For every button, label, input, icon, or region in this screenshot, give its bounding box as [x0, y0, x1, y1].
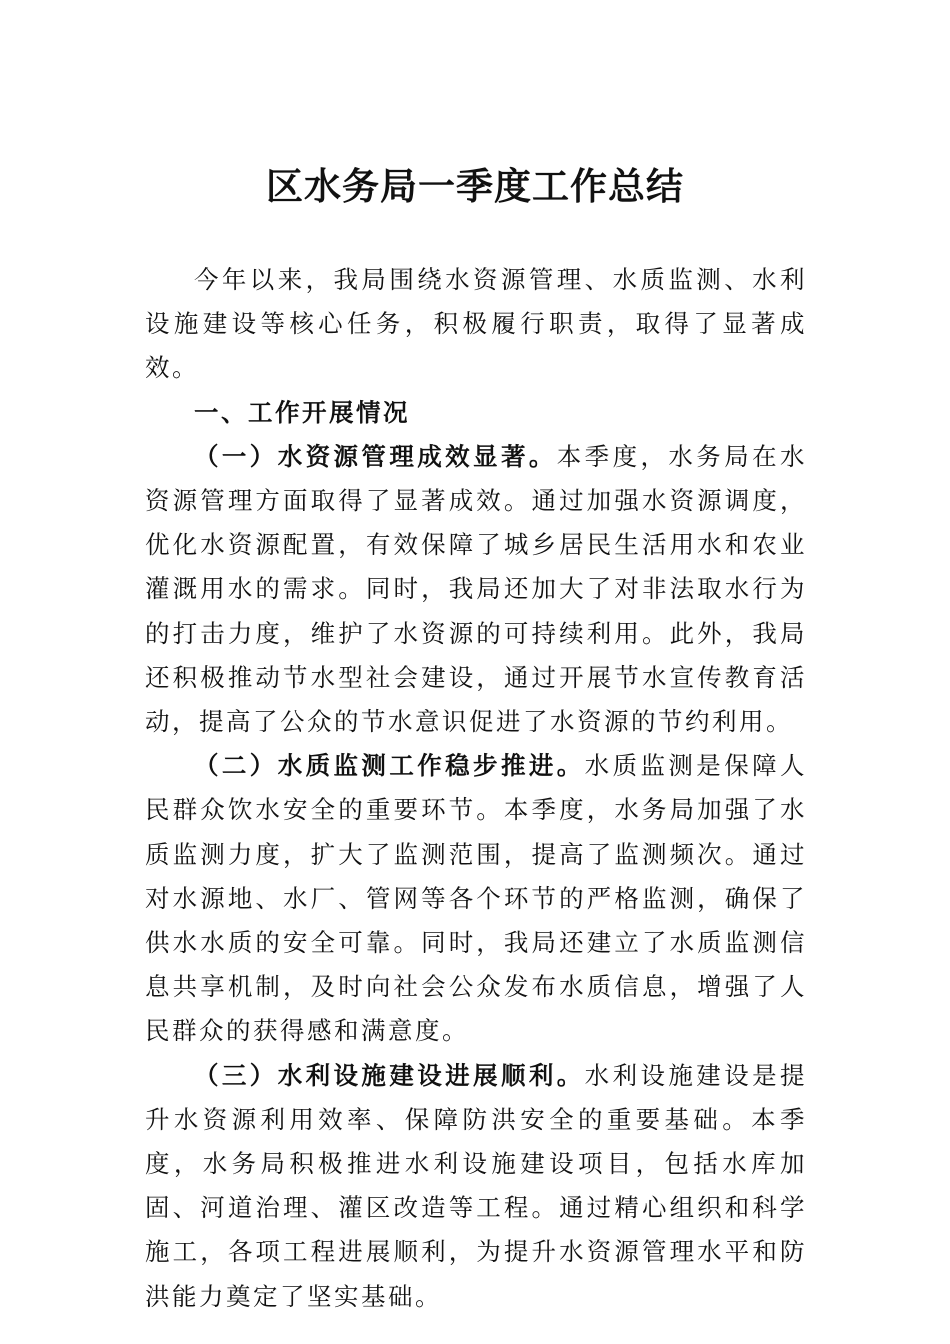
item-lead: （二）水质监测工作稳步推进。	[194, 751, 585, 781]
intro-paragraph: 今年以来，我局围绕水资源管理、水质监测、水利设施建设等核心任务，积极履行职责，取得了显著成效。	[145, 265, 807, 383]
item-paragraph-3	[145, 1054, 807, 1319]
section-heading: 一、工作开展情况	[194, 397, 410, 427]
item-lead: （三）水利设施建设进展顺利。	[194, 1060, 585, 1090]
item-text: 本季度，水务局在水资源管理方面取得了显著成效。通过加强水资源调度，优化水资源配置，有效保障了城乡居民生活用水和农业灌溉用水的需求。同时，我局还加大了对非法取水行为的打击力度，维护了水资源的可持续利用。此外，我局还积极推动节水型社会建设，通过开展节水宣传教育活动，提高了公众的节水意识促进了水资源的节约利用。	[145, 441, 808, 737]
item-paragraph-2	[145, 744, 807, 1053]
item-text: 水质监测是保障人民群众饮水安全的重要环节。本季度，水务局加强了水质监测力度，扩大了监测范围，提高了监测频次。通过对水源地、水厂、管网等各个环节的严格监测，确保了供水水质的安全可靠。同时，我局还建立了水质监测信息共享机制，及时向社会公众发布水质信息，增强了人民群众的获得感和满意度。	[145, 751, 808, 1046]
item-lead: （一）水资源管理成效显著。	[194, 441, 557, 471]
document-body	[145, 258, 807, 1319]
item-text: 水利设施建设是提升水资源利用效率、保障防洪安全的重要基础。本季度，水务局积极推进水利设施建设项目，包括水库加固、河道治理、灌区改造等工程。通过精心组织和科学施工，各项工程进展顺利，为提升水资源管理水平和防洪能力奠定了坚实基础。	[145, 1060, 808, 1311]
document-title: 区水务局一季度工作总结	[266, 164, 684, 208]
item-paragraph-1	[145, 435, 807, 744]
